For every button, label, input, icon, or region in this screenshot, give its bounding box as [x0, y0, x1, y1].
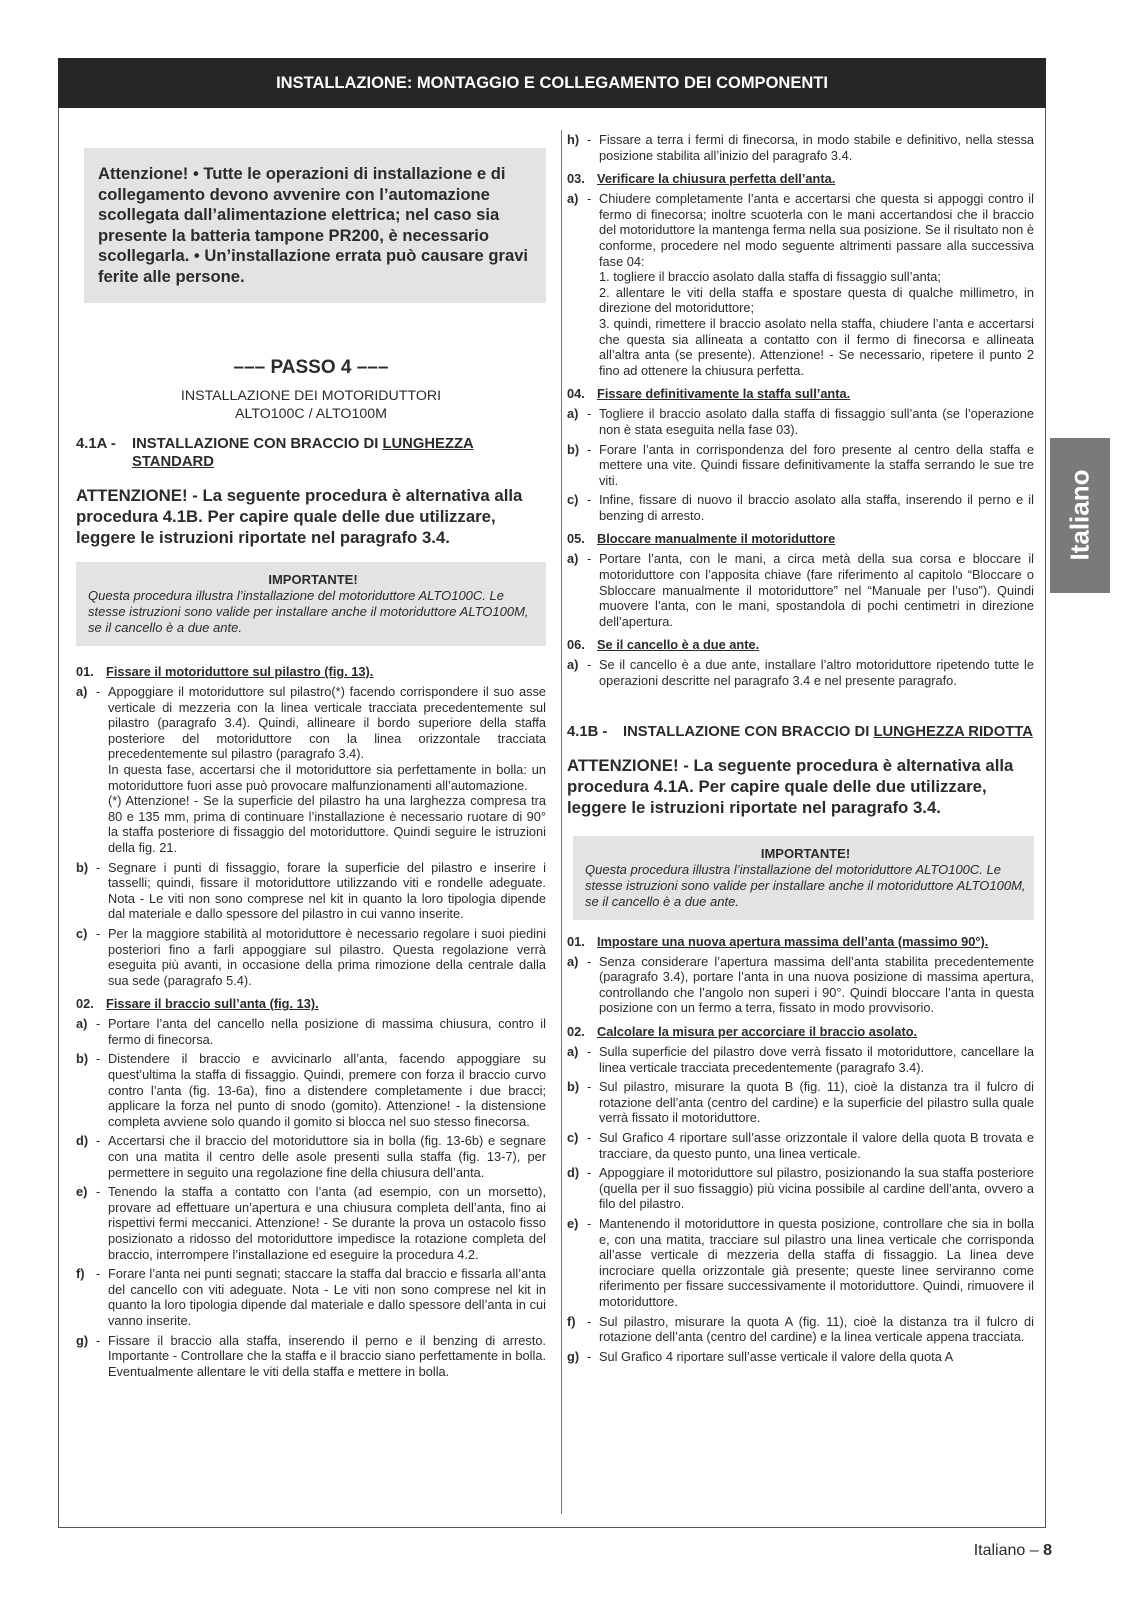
step-number: 02. — [567, 1024, 585, 1039]
right-steps — [567, 171, 1034, 688]
list-item — [567, 132, 1034, 163]
item-paragraph: Appoggiare il motoriduttore sul pilastro, posizionando la sua staffa posteriore (quella per il suo fissaggio) più vicina possibile al cardine dell’anta, ovvero a filo del pilastro. — [599, 1165, 1034, 1212]
item-label: c) — [567, 1129, 579, 1145]
list-item — [567, 954, 1034, 1016]
item-paragraph: Infine, fissare di nuovo il braccio asolato alla staffa, inserendo il perno e il benzing di arresto. — [599, 492, 1034, 523]
item-dash: - — [96, 1016, 101, 1032]
left-steps — [76, 664, 546, 1379]
item-body — [108, 926, 546, 988]
list-item — [567, 551, 1034, 629]
step-heading — [567, 171, 1034, 187]
list-item — [567, 1130, 1034, 1161]
list-item — [567, 442, 1034, 489]
section-4-1a-title — [76, 435, 546, 471]
item-paragraph: Fissare il braccio alla staffa, inserendo il perno e il benzing di arresto. Importante - Controllare che la staffa e il braccio siano perfettamente in bolla. Eventualmente allentare le viti della staffa e mettere in bolla. — [108, 1332, 546, 1379]
item-label: a) — [567, 551, 579, 567]
section-number: 4.1B - — [567, 723, 608, 740]
item-dash: - — [96, 859, 101, 875]
item-body — [108, 1133, 546, 1180]
step-heading — [567, 531, 1034, 547]
item-body — [599, 1314, 1034, 1345]
step-heading — [567, 386, 1034, 402]
item-body — [599, 1216, 1034, 1310]
item-dash: - — [587, 406, 592, 422]
important-title: IMPORTANTE! — [268, 572, 358, 587]
section-title-text: INSTALLAZIONE CON BRACCIO DI — [132, 436, 383, 452]
item-body — [108, 1016, 546, 1047]
item-paragraph: Forare l’anta nei punti segnati; staccare la staffa dal braccio e fissarla all’anta del cancello con viti adeguate. Nota - Le viti non sono comprese nel kit in quanto la loro tipologia dipende dal materiale e dallo spessore dell’anta in cui vanno inserite. — [108, 1266, 546, 1328]
item-label: f) — [76, 1266, 85, 1282]
passo-subtitle-2: ALTO100C / ALTO100M — [235, 406, 387, 422]
item-paragraph: Sulla superficie del pilastro dove verrà fissato il motoriduttore, cancellare la linea verticale tracciata precedentemente (paragrafo 3.4). — [599, 1044, 1034, 1075]
item-body — [108, 1051, 546, 1129]
item-label: a) — [567, 1044, 579, 1059]
item-label: d) — [76, 1133, 89, 1149]
item-paragraph: Se il cancello è a due ante, installare l’altro motoriduttore ripetendo tutte le operazioni descritte nel paragrafo 3.4 e nel presente paragrafo. — [599, 657, 1034, 689]
item-paragraph: (*) Attenzione! - Se la superficie del pilastro ha una larghezza compresa tra 80 e 135 mm, prima di continuare l’installazione è necessario ruotare di 90° la staffa posteriore di fissaggio del motoriduttore. Quindi seguire le istruzioni della fig. 21. — [108, 793, 546, 855]
item-dash: - — [587, 441, 592, 457]
list-item — [567, 191, 1034, 378]
important-title: IMPORTANTE! — [760, 845, 851, 861]
item-dash: - — [96, 1051, 101, 1067]
item-body — [599, 1130, 1034, 1161]
item-body — [108, 1333, 546, 1380]
list-item — [567, 1079, 1034, 1126]
step-number: 04. — [567, 386, 585, 402]
list-item — [76, 1016, 546, 1047]
list-item — [567, 1314, 1034, 1345]
item-paragraph: In questa fase, accertarsi che il motoriduttore sia perfettamente in bolla: un motoriduttore fuori asse può provocare malfunzionamenti all’automazione. — [108, 761, 546, 793]
attention-4-1b: ATTENZIONE! - La seguente procedura è alternativa alla procedura 4.1A. Per capire quale delle due utilizzare, leggere le istruzioni riportate nel paragrafo 3.4. — [567, 755, 1014, 817]
page-number: 8 — [1043, 1542, 1052, 1559]
item-body — [599, 191, 1034, 378]
step-title: Bloccare manualmente il motoriduttore — [597, 531, 836, 547]
item-dash: - — [587, 1129, 592, 1145]
right-top-items — [567, 132, 1034, 163]
step-number: 06. — [567, 637, 585, 653]
item-paragraph: Portare l’anta del cancello nella posizione di massima chiusura, contro il fermo di finecorsa. — [108, 1016, 546, 1047]
step-heading — [567, 637, 1034, 653]
step-heading — [567, 1024, 1034, 1040]
item-paragraph: Senza considerare l’apertura massima dell’anta stabilita precedentemente (paragrafo 3.4), portare l’anta in una nuova posizione di massima apertura, controllando che l’angolo non superi i 90°. Quindi bloccare l’anta in questa posizione con un fermo a terra, fissato in modo provvisorio. — [599, 953, 1034, 1016]
item-paragraph: Sul Grafico 4 riportare sull’asse verticale il valore della quota A — [599, 1348, 954, 1364]
step-title: Impostare una nuova apertura massima dell’anta (massimo 90°). — [597, 933, 989, 949]
item-dash: - — [587, 953, 592, 969]
item-label: g) — [567, 1348, 580, 1364]
item-dash: - — [587, 492, 592, 508]
section-header: INSTALLAZIONE: MONTAGGIO E COLLEGAMENTO DEI COMPONENTI — [58, 58, 1046, 108]
item-body — [599, 132, 1034, 163]
language-tab-label: Italiano — [1064, 469, 1095, 561]
step-title: Verificare la chiusura perfetta dell’anta. — [597, 171, 836, 187]
item-label: b) — [567, 441, 580, 457]
right-column — [567, 128, 1034, 1364]
item-label: a) — [567, 191, 579, 207]
item-label: g) — [76, 1332, 89, 1348]
item-body — [599, 1165, 1034, 1212]
item-body — [599, 442, 1034, 489]
item-paragraph: Forare l’anta in corrispondenza del foro presente al centro della staffa e mettere una vite. Quindi fissare definitivamente la staffa serrando le sue tre viti. — [599, 441, 1034, 488]
item-body — [599, 406, 1034, 437]
item-dash: - — [587, 1348, 592, 1364]
item-label: a) — [567, 406, 579, 422]
important-text: Questa procedura illustra l’installazione del motoriduttore ALTO100C. Le stesse istruzioni sono valide per installare anche il motoriduttore ALTO100M, se il cancello è a due ante. — [585, 861, 1026, 909]
item-paragraph: Distendere il braccio e avvicinarlo all’anta, facendo appoggiare su quest’ultima la staffa di fissaggio. Quindi, premere con forza il braccio curvo contro l’anta (fig. 13-6a), fino a distendere completamente i due bracci; applicare la forza nel punto di snodo (gomito). Attenzione! - la distensione completa avviene solo quando il gomito si blocca nel suo stesso finecorsa. — [108, 1051, 546, 1129]
item-paragraph: Appoggiare il motoriduttore sul pilastro(*) facendo corrispondere il suo asse verticale di mezzeria con la linea verticale tracciata precedentemente sul pilastro (paragrafo 3.4). Quindi, allineare il bordo superiore della staffa posteriore del motoriduttore con la linea orizzontale tracciata precedentemente sul pilastro (paragrafo 3.4). — [108, 684, 546, 762]
item-label: d) — [567, 1165, 580, 1181]
list-item — [76, 684, 546, 856]
right-steps-b — [567, 934, 1034, 1365]
item-body — [108, 1184, 546, 1262]
item-paragraph: 3. quindi, rimettere il braccio asolato nella staffa, chiudere l’anta e accertarsi che questa sia allineata a contatto con il fermo di finecorsa e allineata all’altra anta (se presente). Attenzione! - Se necessario, ripetere il punto 2 fino ad ottenere la chiusura perfetta. — [599, 315, 1034, 378]
section-4-1b-title — [567, 723, 1034, 741]
page-footer — [974, 1542, 1052, 1560]
section-title-underlined: LUNGHEZZA RIDOTTA — [873, 723, 1033, 740]
list-item — [76, 1051, 546, 1129]
passo-heading — [76, 357, 546, 423]
passo-subtitle-1: INSTALLAZIONE DEI MOTORIDUTTORI — [180, 388, 442, 404]
item-body — [599, 954, 1034, 1016]
item-dash: - — [587, 1044, 592, 1059]
item-label: c) — [76, 925, 88, 941]
item-paragraph: Per la maggiore stabilità al motoriduttore è necessario regolare i suoi piedini posteriori fino a farli appoggiare sul pilastro. Questa regolazione verrà eseguita più avanti, in occasione della prima rimozione della centrale dalla sua sede (paragrafo 5.4). — [108, 925, 546, 988]
item-paragraph: Fissare a terra i fermi di finecorsa, in modo stabile e definitivo, nella stessa posizione stabilita all’inizio del paragrafo 3.4. — [599, 132, 1034, 163]
item-dash: - — [96, 1332, 101, 1348]
item-label: a) — [567, 657, 579, 673]
item-dash: - — [587, 551, 592, 567]
step-number: 03. — [567, 171, 585, 187]
step-title: Calcolare la misura per accorciare il braccio asolato. — [597, 1024, 918, 1039]
item-body — [599, 1044, 1034, 1075]
list-item — [76, 1333, 546, 1380]
step-number: 02. — [76, 996, 94, 1012]
item-label: a) — [567, 953, 579, 969]
item-dash: - — [96, 1133, 101, 1149]
item-label: e) — [567, 1215, 579, 1231]
list-item — [567, 492, 1034, 523]
item-body — [599, 657, 1034, 688]
item-dash: - — [587, 132, 592, 147]
item-body — [599, 492, 1034, 523]
item-dash: - — [96, 925, 101, 941]
item-paragraph: 1. togliere il braccio asolato dalla staffa di fissaggio sull’anta; — [599, 269, 941, 285]
step-number: 01. — [567, 933, 585, 949]
column-divider — [561, 130, 562, 1514]
attention-4-1a: ATTENZIONE! - La seguente procedura è alternativa alla procedura 4.1B. Per capire quale delle due utilizzare, leggere le istruzioni riportate nel paragrafo 3.4. — [76, 486, 523, 547]
item-body — [108, 860, 546, 922]
step-title: Se il cancello è a due ante. — [597, 637, 760, 653]
item-paragraph: Tenendo la staffa a contatto con l’anta (ad esempio, con un morsetto), provare ad effettuare un’apertura e una chiusura completa dell’anta, fino ai rispettivi fermi meccanici. Attenzione! - Se durante la prova un ostacolo fisso posizionato a ridosso del motoriduttore impedisce la rotazione completa del braccio, interrompere l’installazione ed eseguire la procedura 4.2. — [108, 1184, 546, 1262]
item-label: b) — [567, 1079, 580, 1095]
item-body — [599, 1349, 1034, 1365]
list-item — [567, 1044, 1034, 1075]
footer-language: Italiano – — [973, 1542, 1039, 1559]
item-label: f) — [567, 1313, 576, 1329]
item-body — [108, 684, 546, 856]
important-box-a — [76, 562, 546, 646]
section-title-underlined: LUNGHEZZA STANDARD — [132, 436, 474, 470]
step-title: Fissare il braccio sull’anta (fig. 13). — [106, 996, 319, 1012]
item-paragraph: Accertarsi che il braccio del motoriduttore sia in bolla (fig. 13-6b) e segnare con una matita il centro delle asole presenti sulla staffa (fig. 13-7), per permettere in seguito una regolazione fine della chiusura dell’anta. — [108, 1133, 546, 1180]
step-heading — [76, 996, 546, 1012]
step-number: 01. — [76, 664, 94, 679]
item-label: e) — [76, 1184, 88, 1200]
section-number: 4.1A - — [76, 436, 116, 452]
item-label: c) — [567, 492, 579, 508]
list-item — [76, 860, 546, 922]
left-column — [76, 128, 546, 1379]
section-title-text: INSTALLAZIONE CON BRACCIO DI — [623, 723, 874, 740]
language-side-tab — [1050, 438, 1110, 593]
list-item — [76, 1184, 546, 1262]
step-heading — [76, 664, 546, 680]
important-box-b — [573, 836, 1034, 920]
item-dash: - — [587, 1215, 592, 1231]
item-paragraph: Sul pilastro, misurare la quota A (fig. 11), cioè la distanza tra il fulcro di rotazione dell’anta (centro del cardine) e la linea verticale appena tracciata. — [599, 1313, 1034, 1345]
list-item — [567, 406, 1034, 437]
item-label: a) — [76, 1016, 88, 1032]
item-label: a) — [76, 684, 88, 699]
item-paragraph: Sul Grafico 4 riportare sull’asse orizzontale il valore della quota B trovata e tracciare, da questo punto, una linea verticale. — [599, 1129, 1034, 1161]
item-dash: - — [96, 684, 101, 699]
item-dash: - — [96, 1184, 101, 1200]
item-paragraph: Sul pilastro, misurare la quota B (fig. 11), cioè la distanza tra il fulcro di rotazione dell’anta (centro del cardine) e la superficie del pilastro sulla quale verrà fissato il motoriduttore. — [599, 1079, 1034, 1126]
item-paragraph: 2. allentare le viti della staffa e spostare questa di qualche millimetro, in direzione del motoriduttore; — [599, 284, 1034, 316]
item-dash: - — [587, 657, 592, 673]
item-paragraph: Portare l’anta, con le mani, a circa metà della sua corsa e bloccare il motoriduttore con l’apposita chiave (fare riferimento al capitolo “Bloccare o Sbloccare manualmente il motoriduttore” nel “Manuale per l’uso”). Quindi muovere l’anta, con le mani, spostandola di pochi centimetri in direzione dell’apertura. — [599, 551, 1034, 629]
item-paragraph: Mantenendo il motoriduttore in questa posizione, controllare che sia in bolla e, con una matita, tracciare sul pilastro una linea verticale che corrisponda all’asse verticale di mezzeria della staffa di fissaggio. La linea deve incrociare quella orizzontale già presente; queste linee serviranno come riferimento per fissare successivamente il motoriduttore. Quindi, rimuovere il motoriduttore. — [599, 1215, 1034, 1309]
item-dash: - — [96, 1266, 101, 1282]
step-number: 05. — [567, 531, 585, 547]
item-paragraph: Segnare i punti di fissaggio, forare la superficie del pilastro e inserire i tasselli; quindi, fissare il motoriduttore utilizzando viti e rondelle adeguate. Nota - Le viti non sono comprese nel kit in quanto la loro tipologia dipende dal materiale e dallo spessore del pilastro in cui vanno inserite. — [108, 859, 546, 922]
list-item — [567, 1216, 1034, 1310]
item-paragraph: Chiudere completamente l’anta e accertarsi che questa si appoggi contro il fermo di finecorsa; inoltre scuoterla con le mani accertandosi che il braccio del motoriduttore la mantenga ferma nella sua posizione. Se il risultato non è conforme, procedere nel modo seguente altrimenti passare alla successiva fase 04: — [599, 191, 1034, 269]
item-dash: - — [587, 191, 592, 207]
item-body — [108, 1266, 546, 1328]
step-heading — [567, 934, 1034, 950]
list-item — [567, 1165, 1034, 1212]
item-paragraph: Togliere il braccio asolato dalla staffa di fissaggio sull’anta (se l’operazione non è stata eseguita nella fase 03). — [599, 406, 1034, 437]
item-dash: - — [587, 1079, 592, 1095]
important-text: Questa procedura illustra l’installazione del motoriduttore ALTO100C. Le stesse istruzioni sono valide per installare anche il motoriduttore ALTO100M, se il cancello è a due ante. — [88, 588, 529, 635]
list-item — [567, 657, 1034, 688]
item-body — [599, 551, 1034, 629]
item-dash: - — [587, 1313, 592, 1329]
step-title: Fissare definitivamente la staffa sull’anta. — [597, 386, 851, 402]
list-item — [76, 1266, 546, 1328]
item-label: b) — [76, 859, 89, 875]
list-item — [76, 1133, 546, 1180]
warning-box: Attenzione! • Tutte le operazioni di installazione e di collegamento devono avvenire con l’automazione scollegata dall’alimentazione elettrica; nel caso sia presente la batteria tampone PR200, è necessario scollegarla. • Un’installazione errata può causare gravi ferite alle persone. — [84, 148, 546, 303]
list-item — [76, 926, 546, 988]
list-item — [567, 1349, 1034, 1365]
item-dash: - — [587, 1165, 592, 1181]
item-label: h) — [567, 132, 580, 147]
item-label: b) — [76, 1051, 89, 1067]
item-body — [599, 1079, 1034, 1126]
step-title: Fissare il motoriduttore sul pilastro (fig. 13). — [106, 664, 374, 679]
passo-title: ––– PASSO 4 ––– — [233, 357, 389, 378]
